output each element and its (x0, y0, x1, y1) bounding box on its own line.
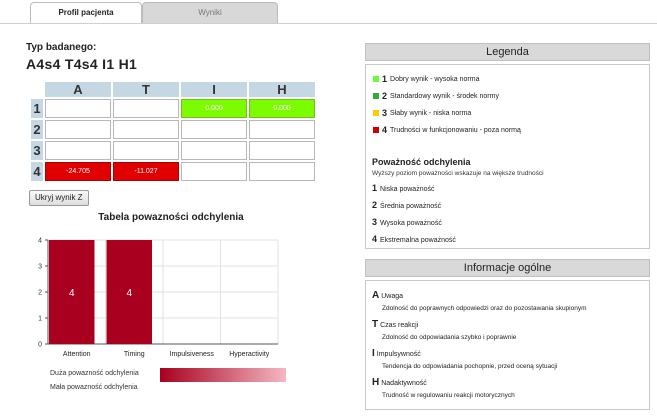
chart-y-tick-label: 1 (38, 315, 42, 323)
grid-cell (113, 99, 179, 118)
grid-cell (181, 162, 247, 181)
grid-cell (181, 141, 247, 160)
info-item-attention: A Uwaga (372, 290, 404, 301)
exam-type-code: A4s4 T4s4 I1 H1 (26, 56, 138, 72)
tab-results[interactable]: Wyniki (142, 2, 278, 23)
info-item-description: Tendencja do odpowiadania pochopnie, przed oceną sytuacji (382, 363, 558, 370)
chart-x-tick-label: Timing (123, 351, 145, 358)
result-grid (29, 80, 317, 183)
exam-type-label: Typ badanego: (26, 42, 97, 53)
chart-y-tick-label: 4 (38, 237, 42, 245)
hide-z-score-button[interactable]: Ukryj wynik Z (29, 190, 89, 206)
grid-cell (249, 141, 315, 160)
grid-cell: -11.027 (113, 162, 179, 181)
legend-item-number: 1 (382, 74, 388, 84)
green-square-icon (373, 76, 379, 82)
grid-cell (45, 120, 111, 139)
legend-item-number: 2 (382, 91, 388, 101)
legend-item (373, 108, 471, 118)
grid-col-header: H (249, 82, 315, 97)
legend-panel (365, 64, 650, 249)
grid-cell (45, 99, 111, 118)
info-item-description: Zdolność do odpowiadania szybko i poprawnie (382, 334, 517, 341)
severity-heading: Poważność odchylenia (372, 157, 471, 167)
yellow-square-icon (373, 110, 379, 116)
dark-green-square-icon (373, 93, 379, 99)
grid-row-header: 2 (31, 120, 43, 139)
grid-col-header: A (45, 82, 111, 97)
legend-item-number: 4 (382, 125, 388, 135)
grid-cell (113, 120, 179, 139)
info-item-hyperactivity: H Nadaktywność (372, 377, 427, 388)
info-item-timing: T Czas reakcji (372, 319, 419, 330)
grid-row-header: 1 (31, 99, 43, 118)
severity-gradient-bar (160, 368, 286, 382)
severity-item: 3 Wysoka poważność (372, 217, 442, 227)
grid-row-header: 3 (31, 141, 43, 160)
grid-cell: 0.000 (181, 99, 247, 118)
chart-data-label: 4 (68, 288, 75, 299)
tab-divider (0, 23, 657, 24)
grid-cell (113, 141, 179, 160)
severity-description: Wyższy poziom poważności wskazuje na większe trudności (372, 170, 544, 177)
chart-x-tick-label: Impulsiveness (169, 351, 214, 358)
legend-header: Legenda (365, 43, 650, 61)
chart-data-label: 4 (126, 288, 133, 299)
general-info-panel (365, 280, 650, 410)
legend-item-text: Trudności w funkcjonowaniu - poza normą (390, 126, 521, 134)
grid-cell: -24.705 (45, 162, 111, 181)
chart-y-tick-label: 3 (38, 263, 42, 271)
chart-y-tick-label: 2 (38, 289, 42, 297)
grid-row (31, 99, 315, 118)
info-item-description: Trudność w regulowaniu reakcji motorycznych (382, 392, 515, 399)
legend-item (373, 74, 479, 84)
legend-item-number: 3 (382, 108, 388, 118)
red-square-icon (373, 127, 379, 133)
chart-y-tick-label: 0 (38, 341, 42, 349)
grid-row (31, 141, 315, 160)
grid-col-header: I (181, 82, 247, 97)
grid-cell (249, 120, 315, 139)
severity-item: 1 Niska poważność (372, 183, 435, 193)
grid-cell: 0.000 (249, 99, 315, 118)
tab-patient-profile[interactable]: Profil pacjenta (30, 2, 142, 23)
legend-item (373, 91, 499, 101)
chart-x-tick-label: Hyperactivity (229, 351, 270, 358)
chart-title: Tabela powazności odchylenia (98, 212, 244, 223)
legend-item-text: Standardowy wynik - środek normy (390, 92, 499, 100)
chart-x-tick-label: Attention (62, 351, 91, 358)
grid-cell (249, 162, 315, 181)
grid-row (31, 162, 315, 181)
severity-chart (28, 230, 288, 366)
grid-col-header: T (113, 82, 179, 97)
legend-item (373, 125, 521, 135)
grid-cell (45, 141, 111, 160)
severity-item: 4 Ekstremalna poważność (372, 234, 456, 244)
grid-corner (31, 82, 43, 97)
legend-item-text: Słaby wynik - niska norma (390, 109, 472, 117)
severity-high-label: Duża powazność odchylenia (50, 370, 139, 377)
grid-row-header: 4 (31, 162, 43, 181)
general-info-header: Informacje ogólne (365, 259, 650, 277)
info-item-impulsiveness: I Impulsywność (372, 348, 421, 359)
info-item-description: Zdolność do poprawnych odpowiedzi oraz do pozostawania skupionym (382, 305, 587, 312)
severity-item: 2 Średnia poważność (372, 200, 442, 210)
grid-cell (181, 120, 247, 139)
severity-low-label: Mała powazność odchylenia (50, 384, 138, 391)
legend-item-text: Dobry wynik - wysoka norma (390, 75, 480, 83)
grid-row (31, 120, 315, 139)
